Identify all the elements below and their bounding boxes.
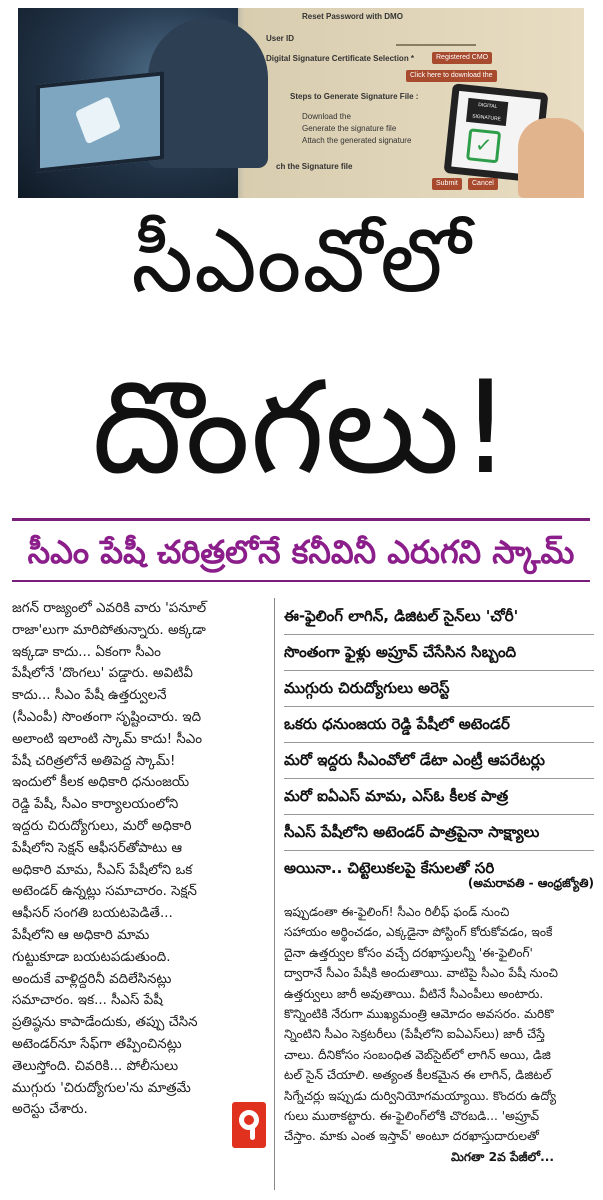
dateline-credit: (అమరావతి - ఆంధ్రజ్యోతి) [467,876,594,890]
left-line: పేషీలోనే 'దొంగలు' పడ్డారు. అవిటివీ [12,666,193,682]
check-icon: ✓ [466,128,501,163]
left-line: (సీఎంపీ) సొంతంగా సృష్టించారు. ఇది [12,709,202,725]
form-steps-title: Steps to Generate Signature File : [290,92,419,101]
subheadline: సీఎం పేషీ చరిత్రలోనే కనీవినీ ఎరుగని స్కామ్ [27,533,575,571]
form-label-dsc: Digital Signature Certificate Selection * [266,54,415,63]
hacker-image [18,8,238,198]
left-column [12,598,268,1121]
left-line: ఇద్దరు చిరుద్యోగులు, మరో అధికారి [12,818,192,834]
left-line: ముగ్గురు 'చిరుద్యోగుల'ను మాత్రమే [12,1080,191,1096]
left-line: పేషీలోని ఆ అధికారి మామ [12,927,150,943]
continued-note: మిగతా 2వ పేజీలో... [451,1149,554,1164]
right-line: చాలు. దీనికోసం సంబంధిత వెబ్‌సైట్‌లో లాగిన్ అయి, డిజి [284,1047,551,1062]
highlight-6: మరో ఐఏఎస్ మామ, ఎస్ఓ కీలక పాత్ర [284,778,594,815]
left-line: జగన్ రాజ్యంలో ఎవరికి వారు 'పనూల్ [12,601,207,616]
hand-image [518,118,584,198]
right-line: సిగ్నేచర్లు ఇప్పుడు దుర్వినియోగమయ్యాయి. కొందరు ఉద్యో [284,1088,557,1103]
left-line: అందుకే వాళ్లిద్దరినీ వదిలేసినట్లు [12,971,172,987]
laptop-icon [36,71,164,172]
form-label-userid: User ID [266,34,295,43]
right-line: సహాయం అర్థించడం, ఎక్కడైనా పోస్టింగ్ కోరుకోవడం, ఇంకే [284,925,553,940]
left-line: పేషీ చరిత్రలోనే అతిపెద్ద స్కామ్! [12,753,176,769]
left-line: అటెండర్ ఉన్నట్లు సమాచారం. సెక్షన్ [12,884,197,900]
left-line: తెలుస్తోంది. చివరికి... పోలీసులు [12,1058,179,1074]
left-line: అలాంటి ఇలాంటి స్కామ్ కాదు! సీఎం [12,731,203,747]
form-step-attach: ch the Signature file [276,162,353,171]
left-line: అటెండర్‌నూ సేఫ్‌గా తప్పించినట్లు [12,1036,182,1052]
left-line: ప్రతిష్ఠను కాపాడేందుకు, తప్పు చేసిన [12,1015,198,1031]
form-step-1: Download the [302,112,351,121]
registered-cmo-button: Registered CMO [432,52,492,64]
highlight-7: సీఎస్ పేషీలోని అటెండర్ పాత్రపైనా సాక్ష్యాలు [284,814,594,851]
right-body [284,902,594,1167]
right-line: ద్వారానే సీఎం పేషీకి అందుతాయి. వాటిపై సీఎం పేషీ నుంచి [284,966,558,981]
column-divider [274,598,275,1190]
right-line: గులు ముఠాకట్టారు. ఈ-ఫైలింగ్‌లోకి చొరబడి... 'అప్రూవ్ [284,1109,540,1124]
left-line: కాదు... సీఎం పేషీ ఉత్తర్వులనే [12,688,167,704]
digital-signature-label: DIGITAL SIGNATURE [466,98,508,126]
highlight-2: సొంతంగా ఫైళ్లు అప్రూవ్ చేసేసిన సిబ్బంది [284,634,594,671]
right-line: కొన్నింటికి నేరుగా ముఖ్యమంత్రి ఆమోదం అవసరం. మరికొ [284,1007,554,1022]
header-photo [18,8,584,198]
divider-top [12,518,590,521]
left-line: పేషీలోని సెక్షన్ ఆఫీసర్‌తోపాటు ఆ [12,840,183,856]
highlight-4: ఒకరు ధనుంజయ రెడ్డి పేషీలో అటెండర్ [284,706,594,743]
highlight-1: ఈ-ఫైలింగ్ లాగిన్, డిజిటల్ సైన్‌లు 'చోరీ' [284,598,594,635]
headline-line-2: దొంగలు! [91,354,512,503]
left-line: అరెస్టు చేశారు. [12,1102,88,1118]
headline-line-1: సీఎంవోలో [131,209,472,312]
left-line: రెడ్డి పేషీ, సీఎం కార్యాలయంలోని [12,797,179,813]
cancel-button: Cancel [468,178,498,190]
right-line: దైనా ఉత్తర్వుల కోసం వచ్చే దరఖాస్తులన్నీ 'ఈ-ఫైలింగ్' [284,945,533,960]
form-step-3: Attach the generated signature [302,136,412,145]
highlight-8: అయినా.. చిట్టెలుకలపై కేసులతో సరి [284,859,495,877]
left-line: గుట్టుకూడా బయటపడుతుంది. [12,949,171,965]
right-line: ఇప్పుడంతా ఈ-ఫైలింగ్! సీఎం రిలీఫ్ ఫండ్ నుంచి [284,905,510,919]
left-line: రాజా'లుగా మారిపోతున్నారు. అక్కడా [12,622,206,638]
right-line: చేస్తాం. మాకు ఎంత ఇస్తావ్' అంటూ దరఖాస్తుదారులతో [284,1129,539,1144]
divider-bottom [12,580,590,582]
form-title: Reset Password with DMO [302,12,403,21]
right-line: టల్ సైన్ చేయాలి. అత్యంత కీలకమైన ఈ లాగిన్, డిజిటల్ [284,1068,552,1083]
right-line: ఉత్తర్వులు జారీ అవుతాయి. వీటినే సీఎంపీలు అంటారు. [284,986,544,1001]
publication-logo-icon [232,1102,266,1148]
left-line: ఇందులో కీలక అధికారి ధనుంజయ్ [12,775,190,791]
left-line: సమాచారం. ఇక... సీఎస్ పేషీ [12,993,163,1009]
left-line: ఆఫీసర్ సంగతి బయటపెడితే... [12,906,173,922]
highlight-3: ముగ్గురు చిరుద్యోగులు అరెస్ట్ [284,670,594,707]
form-step-2: Generate the signature file [302,124,397,133]
highlight-5: మరో ఇద్దరు సీఎంవోలో డేటా ఎంట్రీ ఆపరేటర్లు [284,742,594,779]
right-line: న్నింటిని సీఎం సెక్రటరీలు (పేషీలోని ఐఏఎస్‌లు) జారీ చేస్తే [284,1027,545,1042]
submit-button: Submit [432,178,462,190]
left-line: అధికారి మామ, సీఎస్ పేషీలోని ఒక [12,862,193,878]
download-button: Click here to download the [406,70,497,82]
hooded-figure [148,18,268,168]
left-line: ఇక్కడా కాదు... ఏకంగా సీఎం [12,644,161,660]
